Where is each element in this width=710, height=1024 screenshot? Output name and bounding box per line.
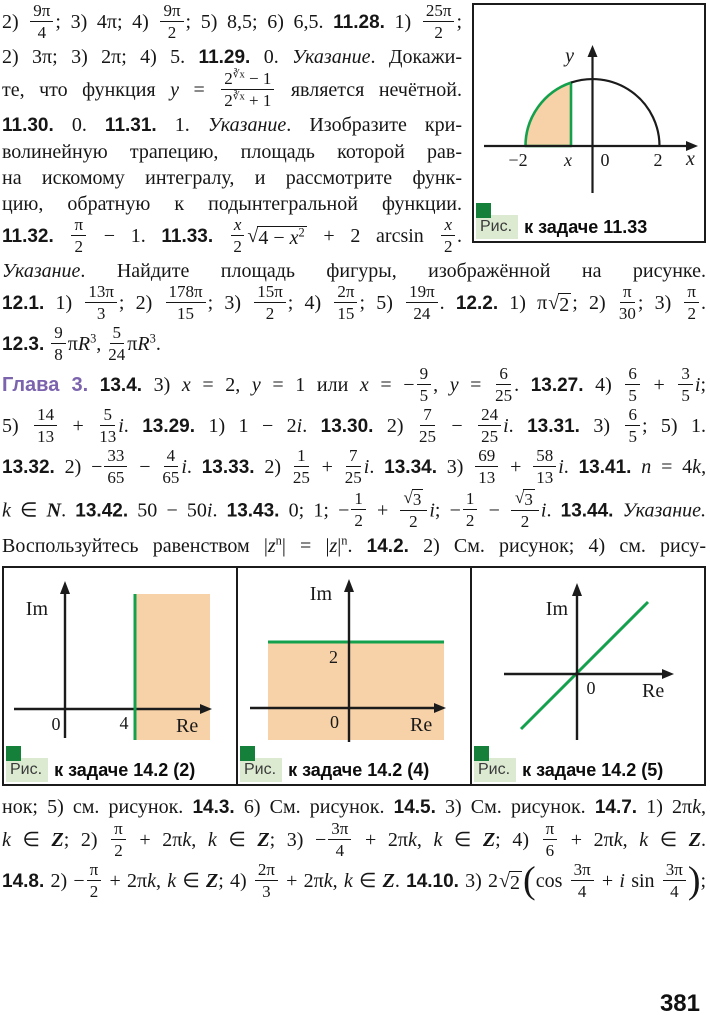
caption-text: к задаче 11.33 [524,216,648,237]
caption-text: к задаче 14.2 (5) [522,759,664,780]
shaded-region [135,594,210,740]
answer-line: на искомому интегралу, и рассмотрите функ- [2,167,462,190]
answer-line: 5) $\frac{14}{13}$ + $\frac{5}{13}$ i. 13.29. 1) 1 − 2i. 13.30. 2) $\frac{7}{25}$ − $\frac{24}{25}$ i. 13.31. 3) $\frac{6}{5}$ ; 5) 1. [2,405,706,447]
im-axis-arrow [60,581,70,594]
im-label: Im [309,583,332,606]
answer-line: Глава 3. 13.4. 3) x = 2, y = 1 или x = − $\frac{9}{5}$ , y = $\frac{6}{25}$ . 13.27. 4) $\frac{6}{5}$ + $\frac{3}{5}$ i; [2,364,707,406]
figure-box-14-2-2 [2,566,238,786]
figure-box-14-2-4 [236,566,472,786]
caption-prefix: Рис. [476,215,518,239]
answer-line: 11.30. 0. 11.31. 1. Указание. Изобразите кри- [2,114,462,137]
answer-line: 2) 3π; 3) 2π; 4) 5. 11.29. 0. Указание. Докажи- [2,46,462,69]
figure-box-11-33 [472,3,706,243]
answer-line: нок; 5) см. рисунок. 14.3. 6) См. рисунок. 14.5. 3) См. рисунок. 14.7. 1) 2πk, [2,796,706,819]
complex-plane-im2 [238,568,470,746]
tick-zero: 0 [51,714,61,735]
answer-line: 2) $\frac{9\pi}{4}$ ; 3) 4π; 4) $\frac{9\pi}{2}$ ; 5) 8,5; 6) 6,5. 11.28. 1) $\frac{25\pi}{2}$ ; [2,1,462,43]
complex-plane-diagonal [472,568,704,746]
answer-line: k ∈ N. 13.42. 50 − 50i. 13.43. 0; 1; − $\frac{1}{2}$ + √ 3 2 i; − $\frac{1}{2}$ − √ 3 2 i. 13.44. Указание. [2,487,707,532]
x-axis-label: x [686,148,695,170]
tick-zero: 0 [600,150,610,170]
answers-bottom-block [2,794,706,903]
y-axis-label: y [565,45,574,67]
re-label: Re [410,714,433,737]
caption-square-icon [476,203,491,218]
figure-caption [476,215,647,239]
semicircle-plot [474,5,702,201]
diagonal-line [521,602,648,729]
im-axis-arrow [572,583,582,596]
caption-square-icon [474,746,489,761]
tick-zero: 0 [330,712,339,733]
page-number: 381 [659,990,700,1017]
answers-middle-block [2,258,706,560]
complex-plane-re4 [4,568,236,746]
im-axis-arrow [344,579,354,592]
figure-caption [474,758,663,782]
answer-line: Указание. Найдите площадь фигуры, изображённой на рисунке. [2,260,706,283]
semicircle-arc [571,79,660,146]
shaded-region [526,83,572,146]
caption-prefix: Рис. [240,758,282,782]
tick-x: x [564,150,572,170]
figure-caption [240,758,429,782]
caption-prefix: Рис. [6,758,48,782]
caption-text: к задаче 14.2 (4) [288,759,430,780]
figure-box-14-2-5 [470,566,706,786]
answer-line: 14.8. 2) − $\frac{\pi}{2}$ + 2πk, k ∈ Z; 4) $\frac{2\pi}{3}$ + 2πk, k ∈ Z. 14.10. 3) 2 √ 2 (cos $\frac{3\pi}{4}$ + i sin $\frac{3\pi}{4}$ ); [2,859,707,902]
answer-line: волинейную трапецию, площадь которой рав- [2,141,462,164]
y-axis-arrow [588,45,598,57]
answer-line: 12.3. $\frac{9}{8}$ $\pi R^3$, $\frac{5}{24}$ $\pi R^3$. [2,323,161,365]
caption-text: к задаче 14.2 (2) [54,759,196,780]
caption-square-icon [6,746,21,761]
tick-minus2: −2 [508,150,528,170]
caption-prefix: Рис. [474,758,516,782]
answer-line: те, что функция y = $\frac{2^{∛x} - 1}{2^{∛x} + 1}$ является нечётной. [2,69,463,111]
tick-four: 4 [119,713,129,734]
re-label: Re [642,680,665,703]
tick-zero: 0 [586,678,596,699]
answer-line: Воспользуйтесь равенством $|z^n| = |z|^n$. 14.2. 2) См. рисунок; 4) см. рису- [2,533,706,558]
im-label: Im [25,598,48,621]
tick-two: 2 [653,150,663,170]
re-label: Re [176,715,199,738]
im-label: Im [545,598,568,621]
answer-line: цию, обратную к подынтегральной функции. [2,193,462,216]
figure-caption [6,758,195,782]
answer-line: 13.32. 2) − $\frac{33}{65}$ − $\frac{4}{65}$ i. 13.33. 2) $\frac{1}{25}$ + $\frac{7}{25}$ i. 13.34. 3) $\frac{69}{13}$ + $\frac{58}{13}$ i. 13.41. n = 4k, [2,446,707,488]
tick-two: 2 [329,647,338,668]
answer-line: 12.1. 1) $\frac{13\pi}{3}$ ; 2) $\frac{178\pi}{15}$ ; 3) $\frac{15\pi}{2}$ ; 4) $\frac{2\pi}{15}$ ; 5) $\frac{19\pi}{24}$ . 12.2. 1) π √ 2 ; 2) $\frac{\pi}{30}$ ; 3) $\frac{\pi}{2}$ . [2,282,707,324]
answer-line: 11.32. $\frac{\pi}{2}$ − 1. 11.33. $\frac{x}{2}$ √ $4 - x^2$ + 2 arcsin $\frac{x}{2}$ . [2,215,463,257]
caption-square-icon [240,746,255,761]
answer-line: k ∈ Z; 2) $\frac{\pi}{2}$ + 2πk, k ∈ Z; 3) − $\frac{3\pi}{4}$ + 2πk, k ∈ Z; 4) $\frac{\pi}{6}$ + 2πk, k ∈ Z. [2,819,706,861]
figure-row-14-2 [2,566,706,786]
re-axis-arrow [662,669,674,679]
